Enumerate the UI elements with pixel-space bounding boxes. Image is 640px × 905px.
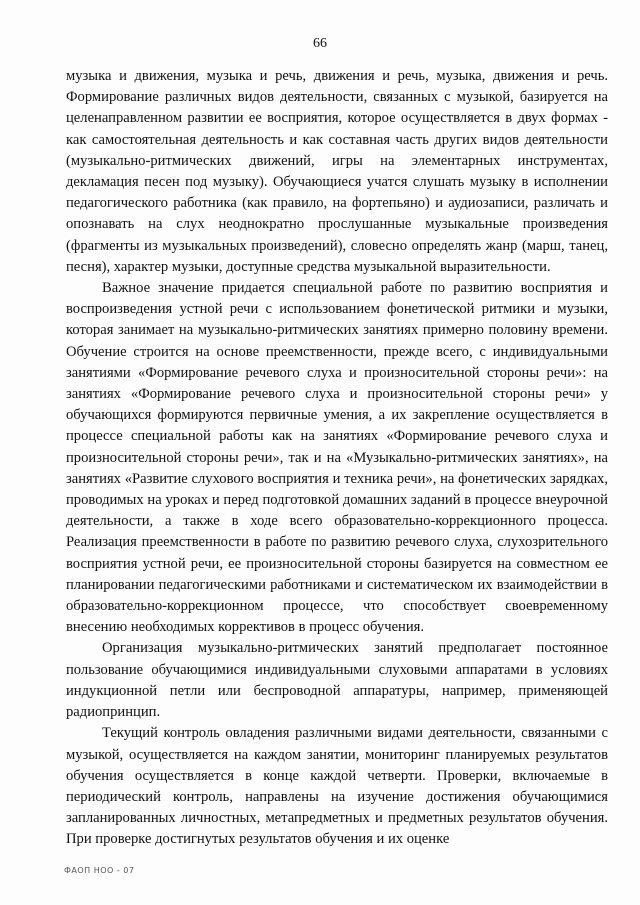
body-text: [66, 66, 608, 851]
paragraph-2: Важное значение придается специальной работе по развитию восприятия и воспроизведения устной речи с использованием фонетической ритмики и музыки, которая занимает на музыкально-ритмических занятиях примерно половину времени. Обучение строится на основе преемственности, прежде всего, с индивидуальными занятиями «Формирование речевого слуха и произносительной стороны речи»: на занятиях «Формирование речевого слуха и произносительной стороны речи» у обучающихся формируются первичные умения, а их закрепление осуществляется в процессе специальной работы как на занятиях «Формирование речевого слуха и произносительной стороны речи», так и на «Музыкально-ритмических занятиях», на занятиях «Развитие слухового восприятия и техника речи», на фонетических зарядках, проводимых на уроках и перед подготовкой домашних заданий в процессе внеурочной деятельности, а также в ходе всего образовательно-коррекционного процесса. Реализация преемственности в работе по развитию речевого слуха, слухозрительного восприятия устной речи, ее произносительной стороны базируется на совместном ее планировании педагогическими работниками и систематическом их взаимодействии в образовательно-коррекционном процессе, что способствует своевременному внесению необходимых коррективов в процесс обучения.: [66, 280, 608, 636]
footer-document-code: ФАОП НОО - 07: [64, 866, 135, 875]
paragraph-1: музыка и движения, музыка и речь, движения и речь, музыка, движения и речь. Формирование различных видов деятельности, связанных с музыкой, базируется на целенаправленном развитии ее восприятия, которое осуществляется в двух формах - как самостоятельная деятельность и как составная часть других видов деятельности (музыкально-ритмических движений, игры на элементарных инструментах, декламация песен под музыку). Обучающиеся учатся слушать музыку в исполнении педагогического работника (как правило, на фортепьяно) и аудиозаписи, различать и опознавать на слух неоднократно прослушанные музыкальные произведения (фрагменты из музыкальных произведений), словесно определять жанр (марш, танец, песня), характер музыки, доступные средства музыкальной выразительности.: [66, 68, 608, 275]
paragraph-3: Организация музыкально-ритмических занятий предполагает постоянное пользование обучающимися индивидуальными слуховыми аппаратами в условиях индукционной петли или беспроводной аппаратуры, например, применяющей радиопринцип.: [66, 640, 608, 721]
paragraph-4: Текущий контроль овладения различными видами деятельности, связанными с музыкой, осуществляется на каждом занятии, мониторинг планируемых результатов обучения осуществляется в конце каждой четверти. Проверки, включаемые в периодический контроль, направлены на изучение достижения обучающимися запланированных личностных, метапредметных и предметных результатов обучения. При проверке достигнутых результатов обучения и их оценке: [66, 725, 608, 848]
page-number: 66: [313, 36, 327, 51]
